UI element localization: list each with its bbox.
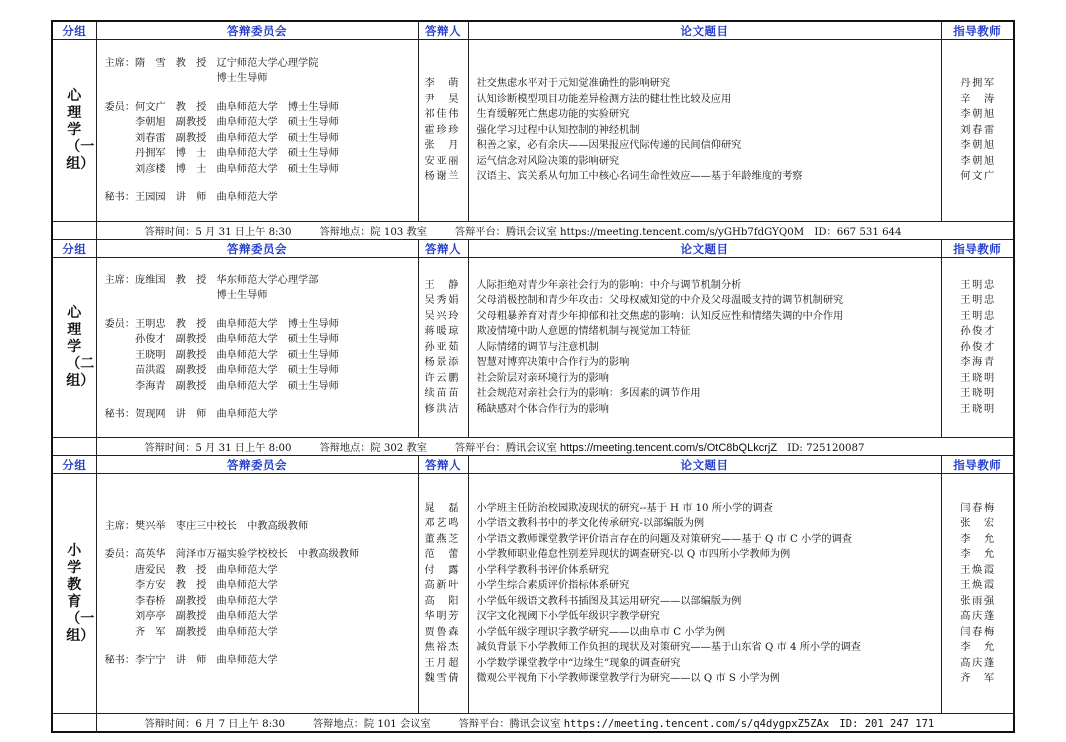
header-group: 分组 xyxy=(52,21,96,40)
advisor-row xyxy=(942,92,1014,108)
defense-place: 答辩地点：院 103 教室 xyxy=(319,227,427,238)
advisor-row xyxy=(942,501,1014,517)
thesis-title: 积善之家，必有余庆——因果报应代际传递的民间信仰研究 xyxy=(476,140,742,152)
footer-gutter xyxy=(52,714,96,733)
thesis-title: 社交焦虑水平对于元知觉准确性的影响研究 xyxy=(476,78,671,90)
defender-name: 尹昊 xyxy=(424,93,459,105)
thesis-title-list xyxy=(468,40,941,222)
header-row xyxy=(52,456,1014,474)
committee-line: 秘书：王园园 讲 师 曲阜师范大学 xyxy=(104,192,278,203)
group-name xyxy=(52,40,96,222)
defender-name: 范蕾 xyxy=(424,549,459,560)
section-body xyxy=(52,258,1014,438)
defender-name: 王月超 xyxy=(424,657,459,669)
thesis-title: 小学科学教科书评价体系研究 xyxy=(476,564,609,576)
advisor-list xyxy=(941,474,1014,714)
advisor-row xyxy=(942,625,1014,641)
defender-name: 祁佳伟 xyxy=(424,109,459,121)
defender-name: 许云鹏 xyxy=(424,372,459,384)
advisor-name: 高庆蓬 xyxy=(960,657,995,669)
committee-line: 李春桥 副教授 曲阜师范大学 xyxy=(104,595,278,607)
thesis-title: 生育缓解死亡焦虑功能的实验研究 xyxy=(476,109,630,121)
thesis-title: 小学低年级字理识字教学研究——以曲阜市 C 小学为例 xyxy=(476,626,726,638)
thesis-title-list xyxy=(468,474,941,714)
committee-line: 委员：王明忠 教 授 曲阜师范大学 博士生导师 xyxy=(104,318,339,330)
defender-name: 蒋暖琼 xyxy=(424,326,459,338)
defense-time: 答辩时间：5 月 31 日上午 8:30 xyxy=(144,227,292,238)
thesis-title: 父母消极控制和青少年攻击：父母权威知觉的中介及父母温暖支持的调节机制研究 xyxy=(476,295,844,307)
advisor-row xyxy=(942,516,1014,532)
group-name-text: 心理学（二组） xyxy=(66,305,95,389)
committee-line: 博士生导师 xyxy=(104,290,268,301)
advisor-row xyxy=(942,169,1014,185)
thesis-title: 汉字文化视阈下小学低年级识字教学研究 xyxy=(476,611,660,622)
defender-list xyxy=(418,258,468,438)
advisor-name: 王焕霞 xyxy=(960,580,995,591)
footer-info xyxy=(96,438,1014,456)
defender-name: 续苗苗 xyxy=(424,388,459,400)
defense-time: 答辩时间：5 月 31 日上午 8:00 xyxy=(144,443,292,454)
footer-info xyxy=(96,714,1014,733)
committee-line: 主席：樊兴举 枣庄三中校长 中教高级教师 xyxy=(104,520,309,532)
committee-line: 齐 军 副教授 曲阜师范大学 xyxy=(104,626,278,638)
advisor-name: 齐军 xyxy=(960,673,995,684)
advisor-row xyxy=(942,594,1014,610)
thesis-title: 社会规范对亲社会行为的影响：多因素的调节作用 xyxy=(476,388,701,400)
committee-line: 刘亭亭 副教授 曲阜师范大学 xyxy=(104,611,278,622)
header-advisor: 指导教师 xyxy=(941,240,1014,258)
defender-name: 高阳 xyxy=(424,595,459,607)
section-footer xyxy=(52,714,1014,733)
advisor-name: 王明忠 xyxy=(960,295,995,307)
header-advisor: 指导教师 xyxy=(941,21,1014,40)
defender-name: 孙亚茹 xyxy=(424,341,459,353)
thesis-title: 欺凌情境中助人意愿的情绪机制与视觉加工特征 xyxy=(476,326,691,338)
thesis-title: 人际拒绝对青少年亲社会行为的影响：中介与调节机制分析 xyxy=(476,279,742,291)
meeting-link[interactable]: https://meeting.tencent.com/s/OtC8bQLkcrjZ xyxy=(560,442,778,454)
defender-name: 董燕芝 xyxy=(424,533,459,545)
thesis-title: 稀缺感对个体合作行为的影响 xyxy=(476,403,609,415)
section-footer xyxy=(52,222,1014,240)
platform-label: 答辩平台：腾讯会议室 xyxy=(458,719,564,730)
advisor-row xyxy=(942,671,1014,687)
advisor-row xyxy=(942,138,1014,154)
spacer xyxy=(829,719,839,730)
committee-line: 孙俊才 副教授 曲阜师范大学 硕士生导师 xyxy=(104,334,339,345)
defender-name: 李萌 xyxy=(424,78,459,90)
platform-label: 答辩平台：腾讯会议室 xyxy=(454,227,561,238)
section-body xyxy=(52,474,1014,714)
footer-gutter xyxy=(52,222,96,240)
advisor-row xyxy=(942,340,1014,356)
advisor-name: 王明忠 xyxy=(960,279,995,291)
header-title: 论文题目 xyxy=(468,240,941,258)
committee-line xyxy=(105,394,418,407)
thesis-title-list xyxy=(468,258,941,438)
header-defender: 答辩人 xyxy=(418,240,468,258)
committee-line: 主席：庞维国 教 授 华东师范大学心理学部 xyxy=(104,274,319,286)
defender-name: 吴秀娟 xyxy=(424,295,459,307)
committee-line: 唐爱民 教 授 曲阜师范大学 xyxy=(104,564,278,576)
advisor-row xyxy=(942,609,1014,625)
advisor-row xyxy=(942,76,1014,92)
advisor-name: 李朝旭 xyxy=(960,155,995,167)
defender-name: 华明芳 xyxy=(424,611,459,622)
thesis-title: 小学语文教师课堂教学评价语言存在的问题及对策研究——基于 Q 市 C 小学的调查 xyxy=(476,533,852,545)
header-advisor: 指导教师 xyxy=(941,456,1014,474)
header-group: 分组 xyxy=(52,456,96,474)
thesis-title: 小学生综合素质评价指标体系研究 xyxy=(476,580,630,591)
footer-info xyxy=(96,222,1014,240)
committee-members xyxy=(96,40,418,222)
advisor-name: 李朝旭 xyxy=(960,109,995,121)
thesis-title: 社会阶层对亲环境行为的影响 xyxy=(476,372,609,384)
committee-line: 委员：何文广 教 授 曲阜师范大学 博士生导师 xyxy=(104,101,339,113)
meeting-id: ID: 725120087 xyxy=(787,443,865,454)
committee-line xyxy=(105,87,418,100)
defender-name: 霍珍珍 xyxy=(424,124,459,136)
advisor-row xyxy=(942,371,1014,387)
advisor-name: 孙俊才 xyxy=(960,326,995,338)
committee-line: 主席：隋 雪 教 授 辽宁师范大学心理学院 xyxy=(104,57,319,69)
defender-name: 付露 xyxy=(424,564,459,576)
thesis-title: 小学语文教科书中的孝文化传承研究-以部编版为例 xyxy=(476,518,705,529)
header-row xyxy=(52,240,1014,258)
advisor-name: 李允 xyxy=(960,642,995,653)
defender-name: 吴兴玲 xyxy=(424,310,459,322)
advisor-name: 王晓明 xyxy=(960,388,995,400)
defender-list xyxy=(418,40,468,222)
header-defender: 答辩人 xyxy=(418,456,468,474)
defense-place: 答辩地点：院 302 教室 xyxy=(319,443,427,454)
advisor-row xyxy=(942,386,1014,402)
meeting-id: ID: 201 247 171 xyxy=(839,718,935,730)
thesis-title: 父母粗暴养育对青少年抑郁和社交焦虑的影响：认知反应性和情绪失调的中介作用 xyxy=(476,310,844,322)
advisor-name: 王晓明 xyxy=(960,403,995,415)
defender-name: 杨景添 xyxy=(424,357,459,369)
advisor-row xyxy=(942,123,1014,139)
advisor-name: 王焕霞 xyxy=(960,564,995,576)
advisor-name: 刘春雷 xyxy=(960,124,995,136)
advisor-name: 李允 xyxy=(960,549,995,560)
committee-line: 李朝旭 副教授 曲阜师范大学 硕士生导师 xyxy=(104,117,339,128)
advisor-list xyxy=(941,258,1014,438)
committee-line: 秘书：李宁宁 讲 师 曲阜师范大学 xyxy=(104,655,278,666)
thesis-title: 小学数学课堂教学中“边缘生”现象的调查研究 xyxy=(476,657,681,669)
defender-list xyxy=(418,474,468,714)
advisor-row xyxy=(942,656,1014,672)
defender-name: 贾鲁森 xyxy=(424,626,459,638)
defender-name: 安亚丽 xyxy=(424,155,459,167)
spacer xyxy=(777,443,787,454)
thesis-title: 减负背景下小学教师工作负担的现状及对策研究——基于山东省 Q 市 4 所小学的调查 xyxy=(476,642,861,653)
advisor-name: 李海青 xyxy=(960,357,995,369)
section-body xyxy=(52,40,1014,222)
thesis-title: 微观公平视角下小学教师课堂教学行为研究——以 Q 市 S 小学为例 xyxy=(476,673,780,684)
committee-line: 苗洪霞 副教授 曲阜师范大学 硕士生导师 xyxy=(104,365,339,376)
advisor-name: 丹拥军 xyxy=(960,78,995,90)
header-row xyxy=(52,21,1014,40)
committee-line: 刘春雷 副教授 曲阜师范大学 硕士生导师 xyxy=(104,132,339,144)
advisor-name: 何文广 xyxy=(960,171,995,183)
defense-schedule xyxy=(51,20,1013,733)
advisor-row xyxy=(942,278,1014,294)
advisor-name: 李允 xyxy=(960,533,995,545)
header-group: 分组 xyxy=(52,240,96,258)
thesis-title: 人际情绪的调节与注意机制 xyxy=(476,341,599,353)
committee-line: 李海青 副教授 曲阜师范大学 硕士生导师 xyxy=(104,380,339,392)
advisor-name: 闫春梅 xyxy=(960,626,995,638)
group-name-text: 小学教育（一组） xyxy=(66,542,95,644)
committee-line: 李方安 教 授 曲阜师范大学 xyxy=(104,580,278,591)
committee-members xyxy=(96,258,418,438)
platform-label: 答辩平台：腾讯会议室 xyxy=(454,443,561,454)
advisor-row xyxy=(942,402,1014,418)
committee-line: 王晓明 副教授 曲阜师范大学 硕士生导师 xyxy=(104,349,339,361)
committee-line: 委员：高英华 菏泽市万福实验学校校长 中教高级教师 xyxy=(104,549,360,560)
header-committee: 答辩委员会 xyxy=(96,21,418,40)
advisor-row xyxy=(942,532,1014,548)
defender-name: 高新叶 xyxy=(424,580,459,591)
meeting-link[interactable]: https://meeting.tencent.com/s/q4dygpxZ5ZAx xyxy=(563,718,830,730)
meeting-id: ID：667 531 644 xyxy=(814,227,902,238)
defender-name: 魏雪倩 xyxy=(424,673,459,684)
meeting-link[interactable]: https://meeting.tencent.com/s/yGHb7fdGYQ0M xyxy=(560,227,805,238)
header-committee: 答辩委员会 xyxy=(96,240,418,258)
advisor-name: 王明忠 xyxy=(960,310,995,322)
section-footer xyxy=(52,438,1014,456)
advisor-list xyxy=(941,40,1014,222)
defender-name: 邓艺鸣 xyxy=(424,518,459,529)
advisor-row xyxy=(942,563,1014,579)
thesis-title: 小学教师职业倦怠性别差异现状的调查研究-以 Q 市四所小学教师为例 xyxy=(476,549,791,560)
advisor-row xyxy=(942,640,1014,656)
footer-gutter xyxy=(52,438,96,456)
committee-line: 丹拥军 博 士 曲阜师范大学 硕士生导师 xyxy=(104,148,339,159)
thesis-title: 小学班主任防治校园欺凌现状的研究--基于 H 市 10 所小学的调查 xyxy=(476,502,773,514)
advisor-row xyxy=(942,547,1014,563)
defender-name: 晁磊 xyxy=(424,502,459,514)
advisor-name: 张雨强 xyxy=(960,595,995,607)
advisor-row xyxy=(942,154,1014,170)
defender-name: 杨谢兰 xyxy=(424,171,459,183)
advisor-row xyxy=(942,324,1014,340)
defender-name: 焦裕杰 xyxy=(424,642,459,653)
spacer xyxy=(804,227,814,238)
schedule-table xyxy=(51,20,1015,733)
thesis-title: 小学低年级语文教科书插图及其运用研究——以部编版为例 xyxy=(476,595,742,607)
header-title: 论文题目 xyxy=(468,456,941,474)
header-title: 论文题目 xyxy=(468,21,941,40)
thesis-title: 运气信念对风险决策的影响研究 xyxy=(476,155,620,167)
header-committee: 答辩委员会 xyxy=(96,456,418,474)
defender-name: 修洪洁 xyxy=(424,403,459,415)
defender-name: 张月 xyxy=(424,140,459,152)
thesis-title: 强化学习过程中认知控制的神经机制 xyxy=(476,124,640,136)
committee-line xyxy=(105,304,418,317)
advisor-name: 孙俊才 xyxy=(960,341,995,353)
thesis-title: 智慧对博弈决策中合作行为的影响 xyxy=(476,357,630,369)
thesis-title: 认知诊断模型项目功能差异检测方法的健壮性比较及应用 xyxy=(476,93,732,105)
defense-place: 答辩地点：院 101 会议室 xyxy=(312,719,431,730)
committee-line: 秘书：贺现网 讲 师 曲阜师范大学 xyxy=(104,409,278,420)
committee-members xyxy=(96,474,418,714)
advisor-name: 李朝旭 xyxy=(960,140,995,152)
advisor-row xyxy=(942,293,1014,309)
group-name xyxy=(52,258,96,438)
committee-line xyxy=(105,640,418,653)
advisor-row xyxy=(942,309,1014,325)
advisor-name: 闫春梅 xyxy=(960,502,995,514)
group-name xyxy=(52,474,96,714)
defense-time: 答辩时间：6 月 7 日上午 8:30 xyxy=(144,719,285,730)
committee-line: 刘彦楼 博 士 曲阜师范大学 硕士生导师 xyxy=(104,163,339,175)
committee-line xyxy=(105,534,418,547)
header-defender: 答辩人 xyxy=(418,21,468,40)
committee-line: 博士生导师 xyxy=(104,73,268,84)
advisor-name: 张宏 xyxy=(960,518,995,529)
thesis-title: 汉语主、宾关系从句加工中核心名词生命性效应——基于年龄维度的考察 xyxy=(476,171,803,183)
defender-name: 王静 xyxy=(424,279,459,291)
advisor-row xyxy=(942,355,1014,371)
advisor-name: 王晓明 xyxy=(960,372,995,384)
advisor-name: 高庆蓬 xyxy=(960,611,995,622)
advisor-row xyxy=(942,578,1014,594)
advisor-row xyxy=(942,107,1014,123)
advisor-name: 辛涛 xyxy=(960,93,995,105)
group-name-text: 心理学（一组） xyxy=(66,88,95,172)
committee-line xyxy=(105,177,418,190)
